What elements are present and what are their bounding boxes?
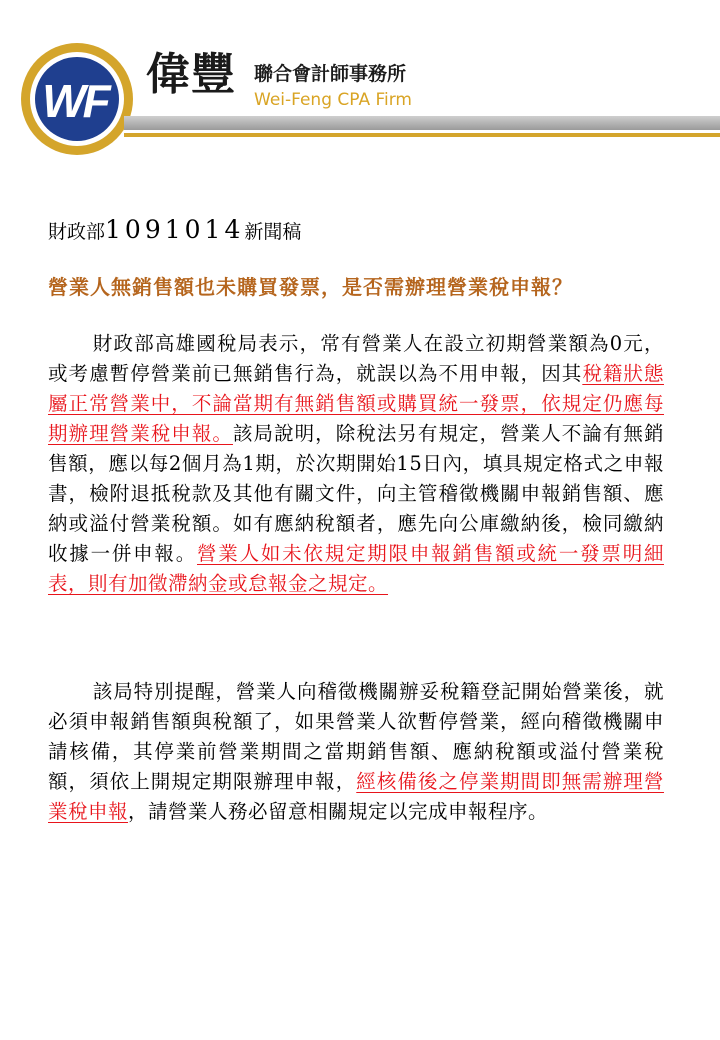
brand-name-chinese: 偉豐 [146,49,236,100]
headline: 營業人無銷售額也未購買發票，是否需辦理營業稅申報？ [48,275,573,299]
paragraph-1-highlight-b: 營業人如未依規定期限申報銷售額或統一發票明細表，則有加徵滯納金或怠報金之規定。 [48,542,664,595]
press-release-line [48,216,301,246]
press-prefix: 財政部 [48,221,106,243]
logo-text: WF [42,75,108,127]
paragraph-2-text-b: ，請營業人務必留意相關規定以完成申報程序。 [128,800,549,823]
paragraph-1-text-a: 財政部高雄國稅局表示，常有營業人在設立初期營業額為0元，或考慮暫停營業前已無銷售行為，就誤以為不用申報，因其 [48,332,664,385]
press-number: 1091014 [105,215,245,244]
paragraph-1-text-b: 該局說明，除稅法另有規定，營業人不論有無銷售額，應以每2個月為1期，於次期開始15日內，填具規定格式之申報書，檢附退抵稅款及其他有關文件，向主管稽徵機關申報銷售額、應納或溢付營業稅額。如有應納稅額者，應先向公庫繳納後，檢同繳納收據一併申報。 [48,422,664,565]
paragraph-1-highlight-a: 稅籍狀態屬正常營業中，不論當期有無銷售額或購買統一發票，依規定仍應每期辦理營業稅申報。 [48,362,664,445]
brand-subtitle: 聯合會計師事務所 [254,63,407,85]
brand-name-english: Wei-Feng CPA Firm [254,90,412,110]
firm-logo [18,40,136,158]
paragraph-2-highlight: 經核備後之停業期間即無需辦理營業稅申報 [48,770,664,823]
press-suffix: 新聞稿 [244,221,302,243]
paragraph-2 [48,677,664,827]
header-divider-gray [124,116,720,130]
paragraph-2-text-a: 該局特別提醒，營業人向稽徵機關辦妥稅籍登記開始營業後，就必須申報銷售額與稅額了，如果營業人欲暫停營業，經向稽徵機關申請核備，其停業前營業期間之當期銷售額、應納稅額或溢付營業稅額，須依上開規定期限辦理申報， [48,680,664,793]
header-divider-gold [124,133,720,137]
paragraph-1 [48,329,664,599]
